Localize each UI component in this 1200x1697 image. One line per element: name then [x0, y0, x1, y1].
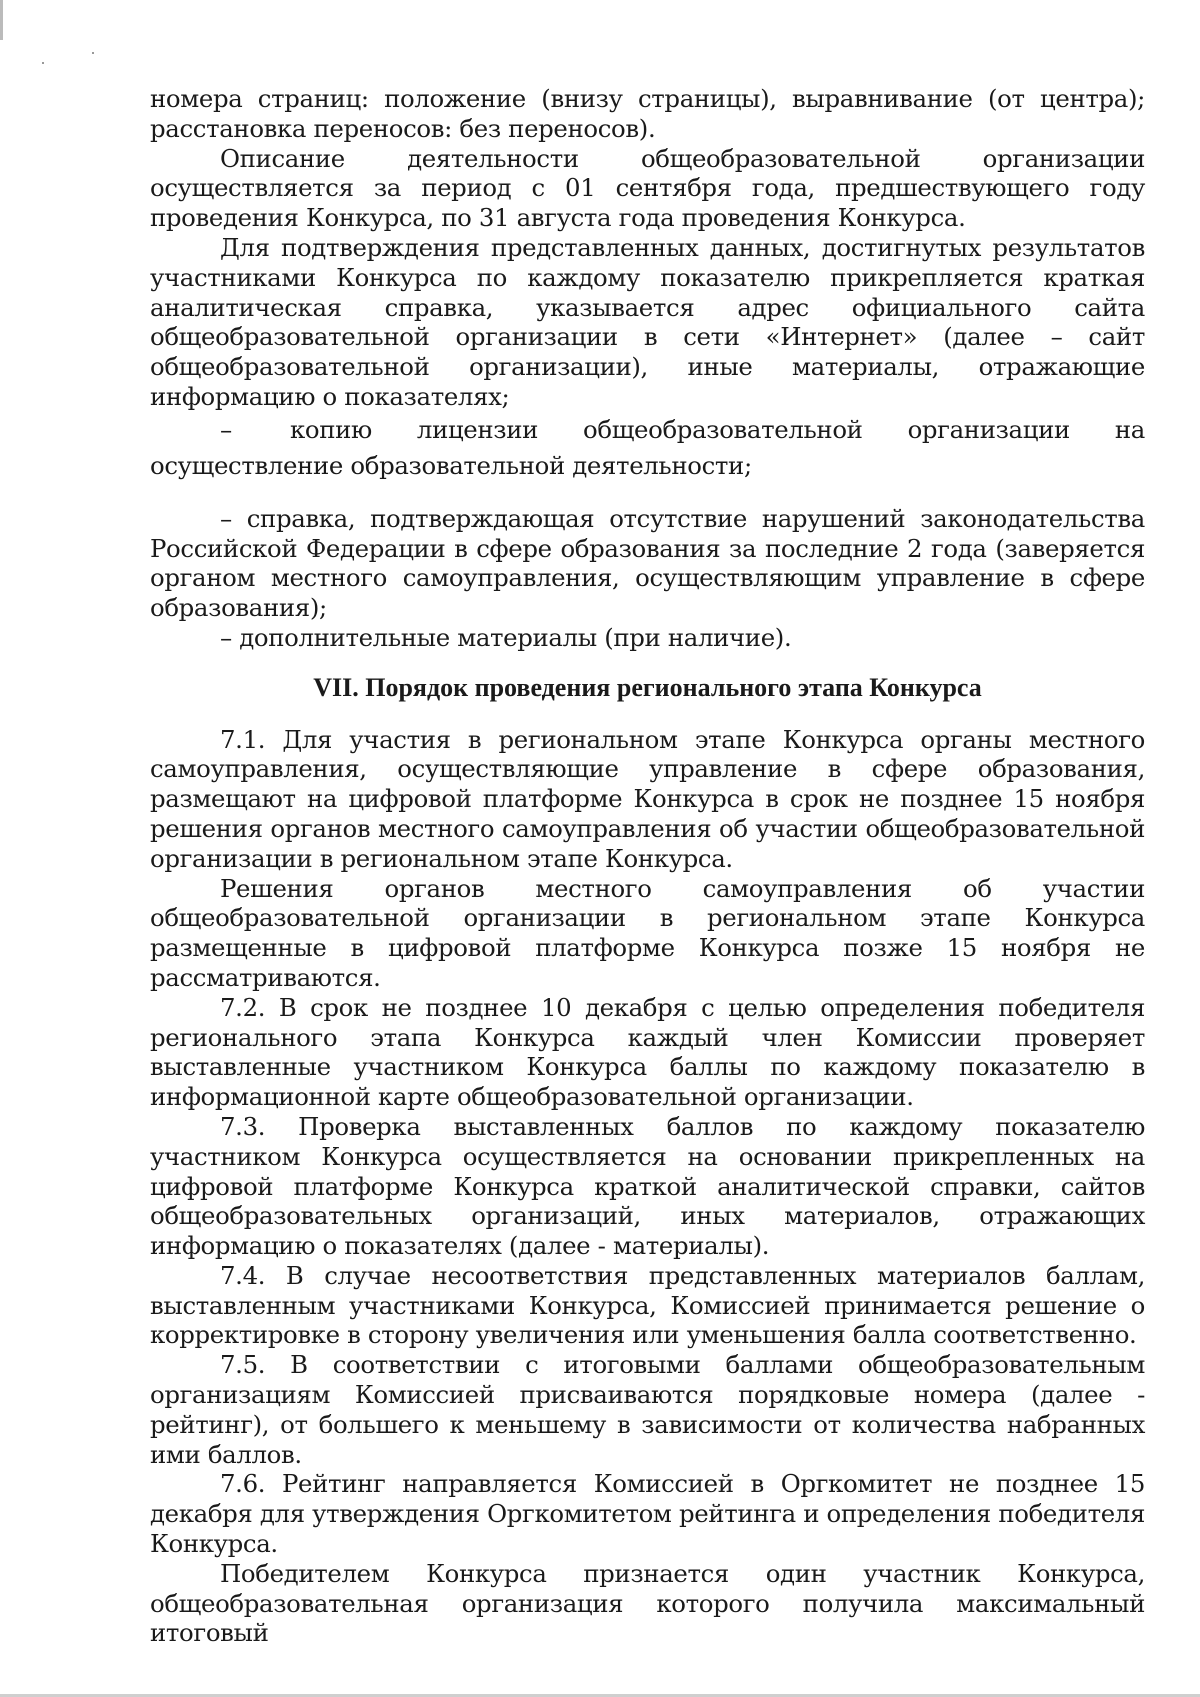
paragraph-activity-period: Описание деятельности общеобразовательной организации осуществляется за период с 01 сентября года, предшествующего году проведения Конкурса, по 31 августа года проведения Конкурса. — [150, 143, 1145, 233]
paragraph-confirmation: Для подтверждения представленных данных, достигнутых результатов участниками Конкурса по каждому показателю прикрепляется краткая аналитическая справка, указывается адрес официального сайта общеобразовательной организации в сети «Интернет» (далее – сайт общеобразовательной организации), иные материалы, отражающие информацию о показателях; — [150, 232, 1145, 411]
paragraph-gap — [150, 484, 1145, 504]
clause-7-6: 7.6. Рейтинг направляется Комиссией в Оргкомитет не позднее 15 декабря для утверждения Оргкомитетом рейтинга и определения победителя Конкурса. — [150, 1469, 1145, 1559]
clause-7-5: 7.5. В соответствии с итоговыми баллами общеобразовательным организациям Комиссией присваиваются порядковые номера (далее - рейтинг), от большего к меньшему в зависимости от количества набранных ими баллов. — [150, 1350, 1145, 1469]
clause-7-3: 7.3. Проверка выставленных баллов по каждому показателю участником Конкурса осуществляется на основании прикрепленных на цифровой платформе Конкурса краткой аналитической справки, сайтов общеобразовательных организаций, иных материалов, отражающих информацию о показателях (далее - материалы). — [150, 1111, 1145, 1261]
dash-marker: – — [220, 414, 232, 444]
clause-winner: Победителем Конкурса признается один участник Конкурса, общеобразовательная организация которого получила максимальный итоговый — [150, 1558, 1145, 1648]
paragraph-page-numbering: номера страниц: положение (внизу страницы), выравнивание (от центра); расстановка переносов: без переносов). — [150, 84, 1145, 143]
scan-speck — [42, 62, 44, 64]
list-item-certificate: – справка, подтверждающая отсутствие нарушений законодательства Российской Федерации в сфере образования за последние 2 года (заверяется органом местного самоуправления, осуществляющим управление в сфере образования); — [150, 503, 1145, 623]
list-item-additional: – дополнительные материалы (при наличие). — [220, 622, 792, 652]
section-heading: VII. Порядок проведения регионального этапа Конкурса — [313, 672, 982, 702]
clause-7-1: 7.1. Для участия в региональном этапе Конкурса органы местного самоуправления, осуществляющие управление в сфере образования, размещают на цифровой платформе Конкурса в срок не позднее 15 ноября решения органов местного самоуправления об участии общеобразовательной организации в региональном этапе Конкурса. — [150, 724, 1145, 873]
scan-speck — [92, 52, 94, 54]
clause-7-2: 7.2. В срок не позднее 10 декабря с целью определения победителя регионального этапа Конкурса каждый член Комиссии проверяет выставленные участником Конкурса баллы по каждому показателю в информационной карте общеобразовательной организации. — [150, 992, 1145, 1112]
list-item-license-text: копию лицензии общеобразовательной организации на осуществление образовательной деятельности; — [150, 414, 1145, 480]
clause-7-4: 7.4. В случае несоответствия представленных материалов баллам, выставленным участниками Конкурса, Комиссией принимается решение о корректировке в сторону увеличения или уменьшения балла соответственно. — [150, 1260, 1145, 1350]
list-item-license — [150, 412, 1145, 484]
scan-left-edge — [0, 0, 3, 40]
clause-7-1-decisions: Решения органов местного самоуправления об участии общеобразовательной организации в региональном этапе Конкурса размещенные в цифровой платформе Конкурса позже 15 ноября не рассматриваются. — [150, 873, 1145, 992]
document-page — [150, 84, 1145, 1648]
